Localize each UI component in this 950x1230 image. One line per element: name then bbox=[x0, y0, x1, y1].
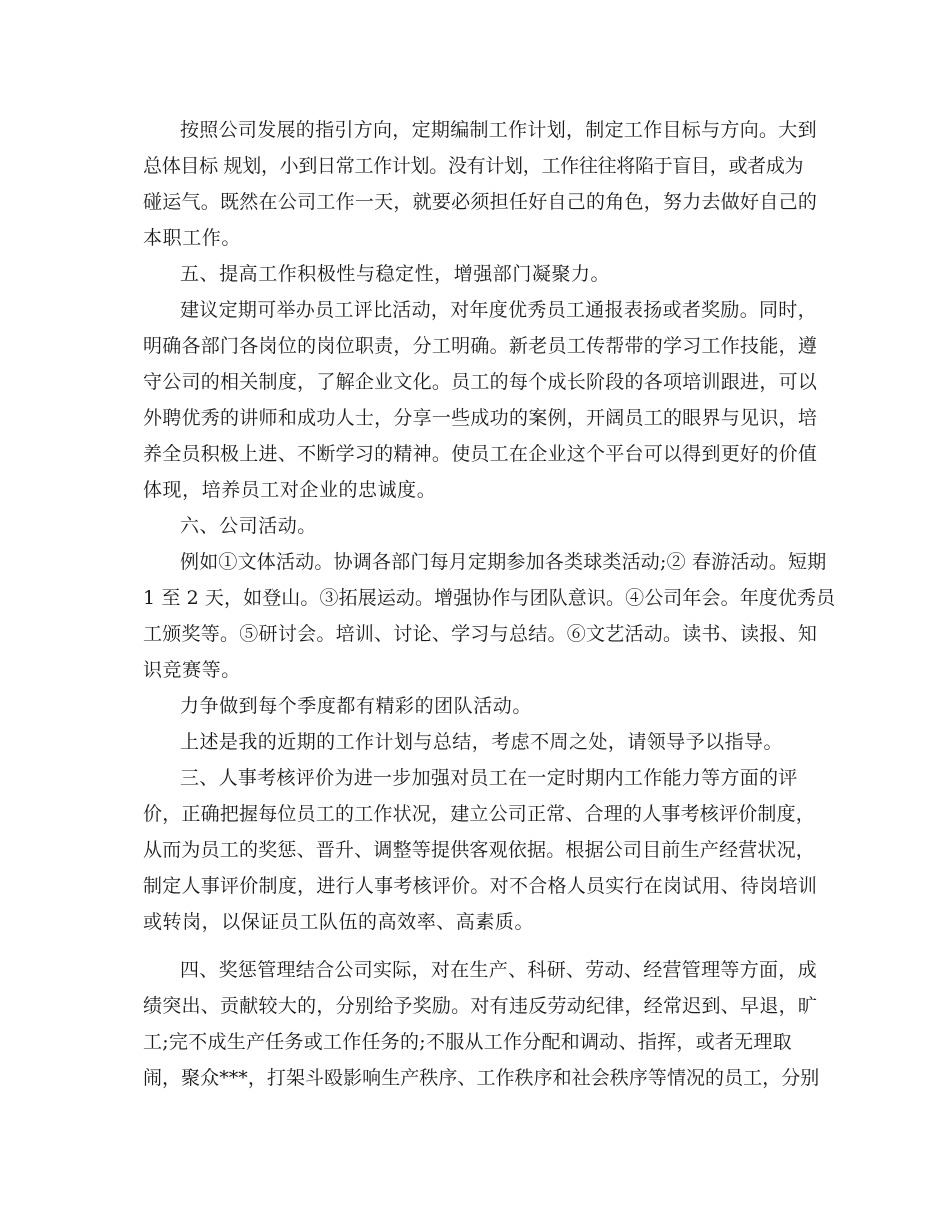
text-line: 价，正确把握每位员工的工作状况，建立公司正常、合理的人事考核评价制度， bbox=[143, 803, 816, 825]
text-line: 例如①文体活动。协调各部门每月定期参加各类球类活动;② 春游活动。短期 bbox=[180, 551, 827, 573]
section-heading: 四、奖惩管理结合公司实际，对在生产、科研、劳动、经营管理等方面，成 bbox=[180, 959, 817, 981]
text-line: 上述是我的近期的工作计划与总结，考虑不周之处，请领导予以指导。 bbox=[180, 731, 783, 753]
text-line: 按照公司发展的指引方向，定期编制工作计划，制定工作目标与方向。大到 bbox=[180, 119, 817, 141]
text-line: 绩突出、贡献较大的，分别给予奖励。对有违反劳动纪律，经常迟到、早退，旷 bbox=[143, 995, 818, 1017]
text-line: 识竞赛等。 bbox=[143, 659, 241, 681]
text-line: 工颁奖等。⑤研讨会。培训、讨论、学习与总结。⑥文艺活动。读书、读报、知 bbox=[143, 623, 818, 645]
text-line: 总体目标 规划，小到日常工作计划。没有计划，工作往往将陷于盲目，或者成为 bbox=[143, 155, 804, 177]
text-line: 从而为员工的奖惩、晋升、调整等提供客观依据。根据公司目前生产经营状况， bbox=[143, 839, 816, 861]
text-line: 工;完不成生产任务或工作任务的;不服从工作分配和调动、指挥，或者无理取 bbox=[143, 1031, 792, 1053]
text-line: 或转岗，以保证员工队伍的高效率、高素质。 bbox=[143, 911, 535, 933]
section-heading: 三、人事考核评价为进一步加强对员工在一定时期内工作能力等方面的评 bbox=[180, 767, 798, 789]
text-line: 闹，聚众***，打架斗殴影响生产秩序、工作秩序和社会秩序等情况的员工，分别 bbox=[143, 1067, 820, 1089]
text-line: 建议定期可举办员工评比活动，对年度优秀员工通报表扬或者奖励。同时， bbox=[180, 299, 817, 321]
text-line: 碰运气。既然在公司工作一天，就要必须担任好自己的角色，努力去做好自己的 bbox=[143, 191, 818, 213]
text-line: 本职工作。 bbox=[143, 227, 242, 249]
text-line: 制定人事评价制度，进行人事考核评价。对不合格人员实行在岗试用、待岗培训 bbox=[143, 875, 818, 897]
section-heading: 五、提高工作积极性与稳定性，增强部门凝聚力。 bbox=[180, 263, 611, 285]
text-line: 明确各部门各岗位的岗位职责，分工明确。新老员工传帮带的学习工作技能，遵 bbox=[143, 335, 818, 357]
text-line: 力争做到每个季度都有精彩的团队活动。 bbox=[180, 695, 532, 717]
text-line: 1 至 2 天，如登山。③拓展运动。增强协作与团队意识。④公司年会。年度优秀员 bbox=[143, 587, 836, 609]
text-line: 守公司的相关制度，了解企业文化。员工的每个成长阶段的各项培训跟进，可以 bbox=[143, 371, 818, 393]
text-line: 外聘优秀的讲师和成功人士，分享一些成功的案例，开阔员工的眼界与见识，培 bbox=[143, 407, 818, 429]
section-heading: 六、公司活动。 bbox=[180, 515, 317, 537]
text-line: 体现，培养员工对企业的忠诚度。 bbox=[143, 479, 437, 501]
text-line: 养全员积极上进、不断学习的精神。使员工在企业这个平台可以得到更好的价值 bbox=[143, 443, 818, 465]
